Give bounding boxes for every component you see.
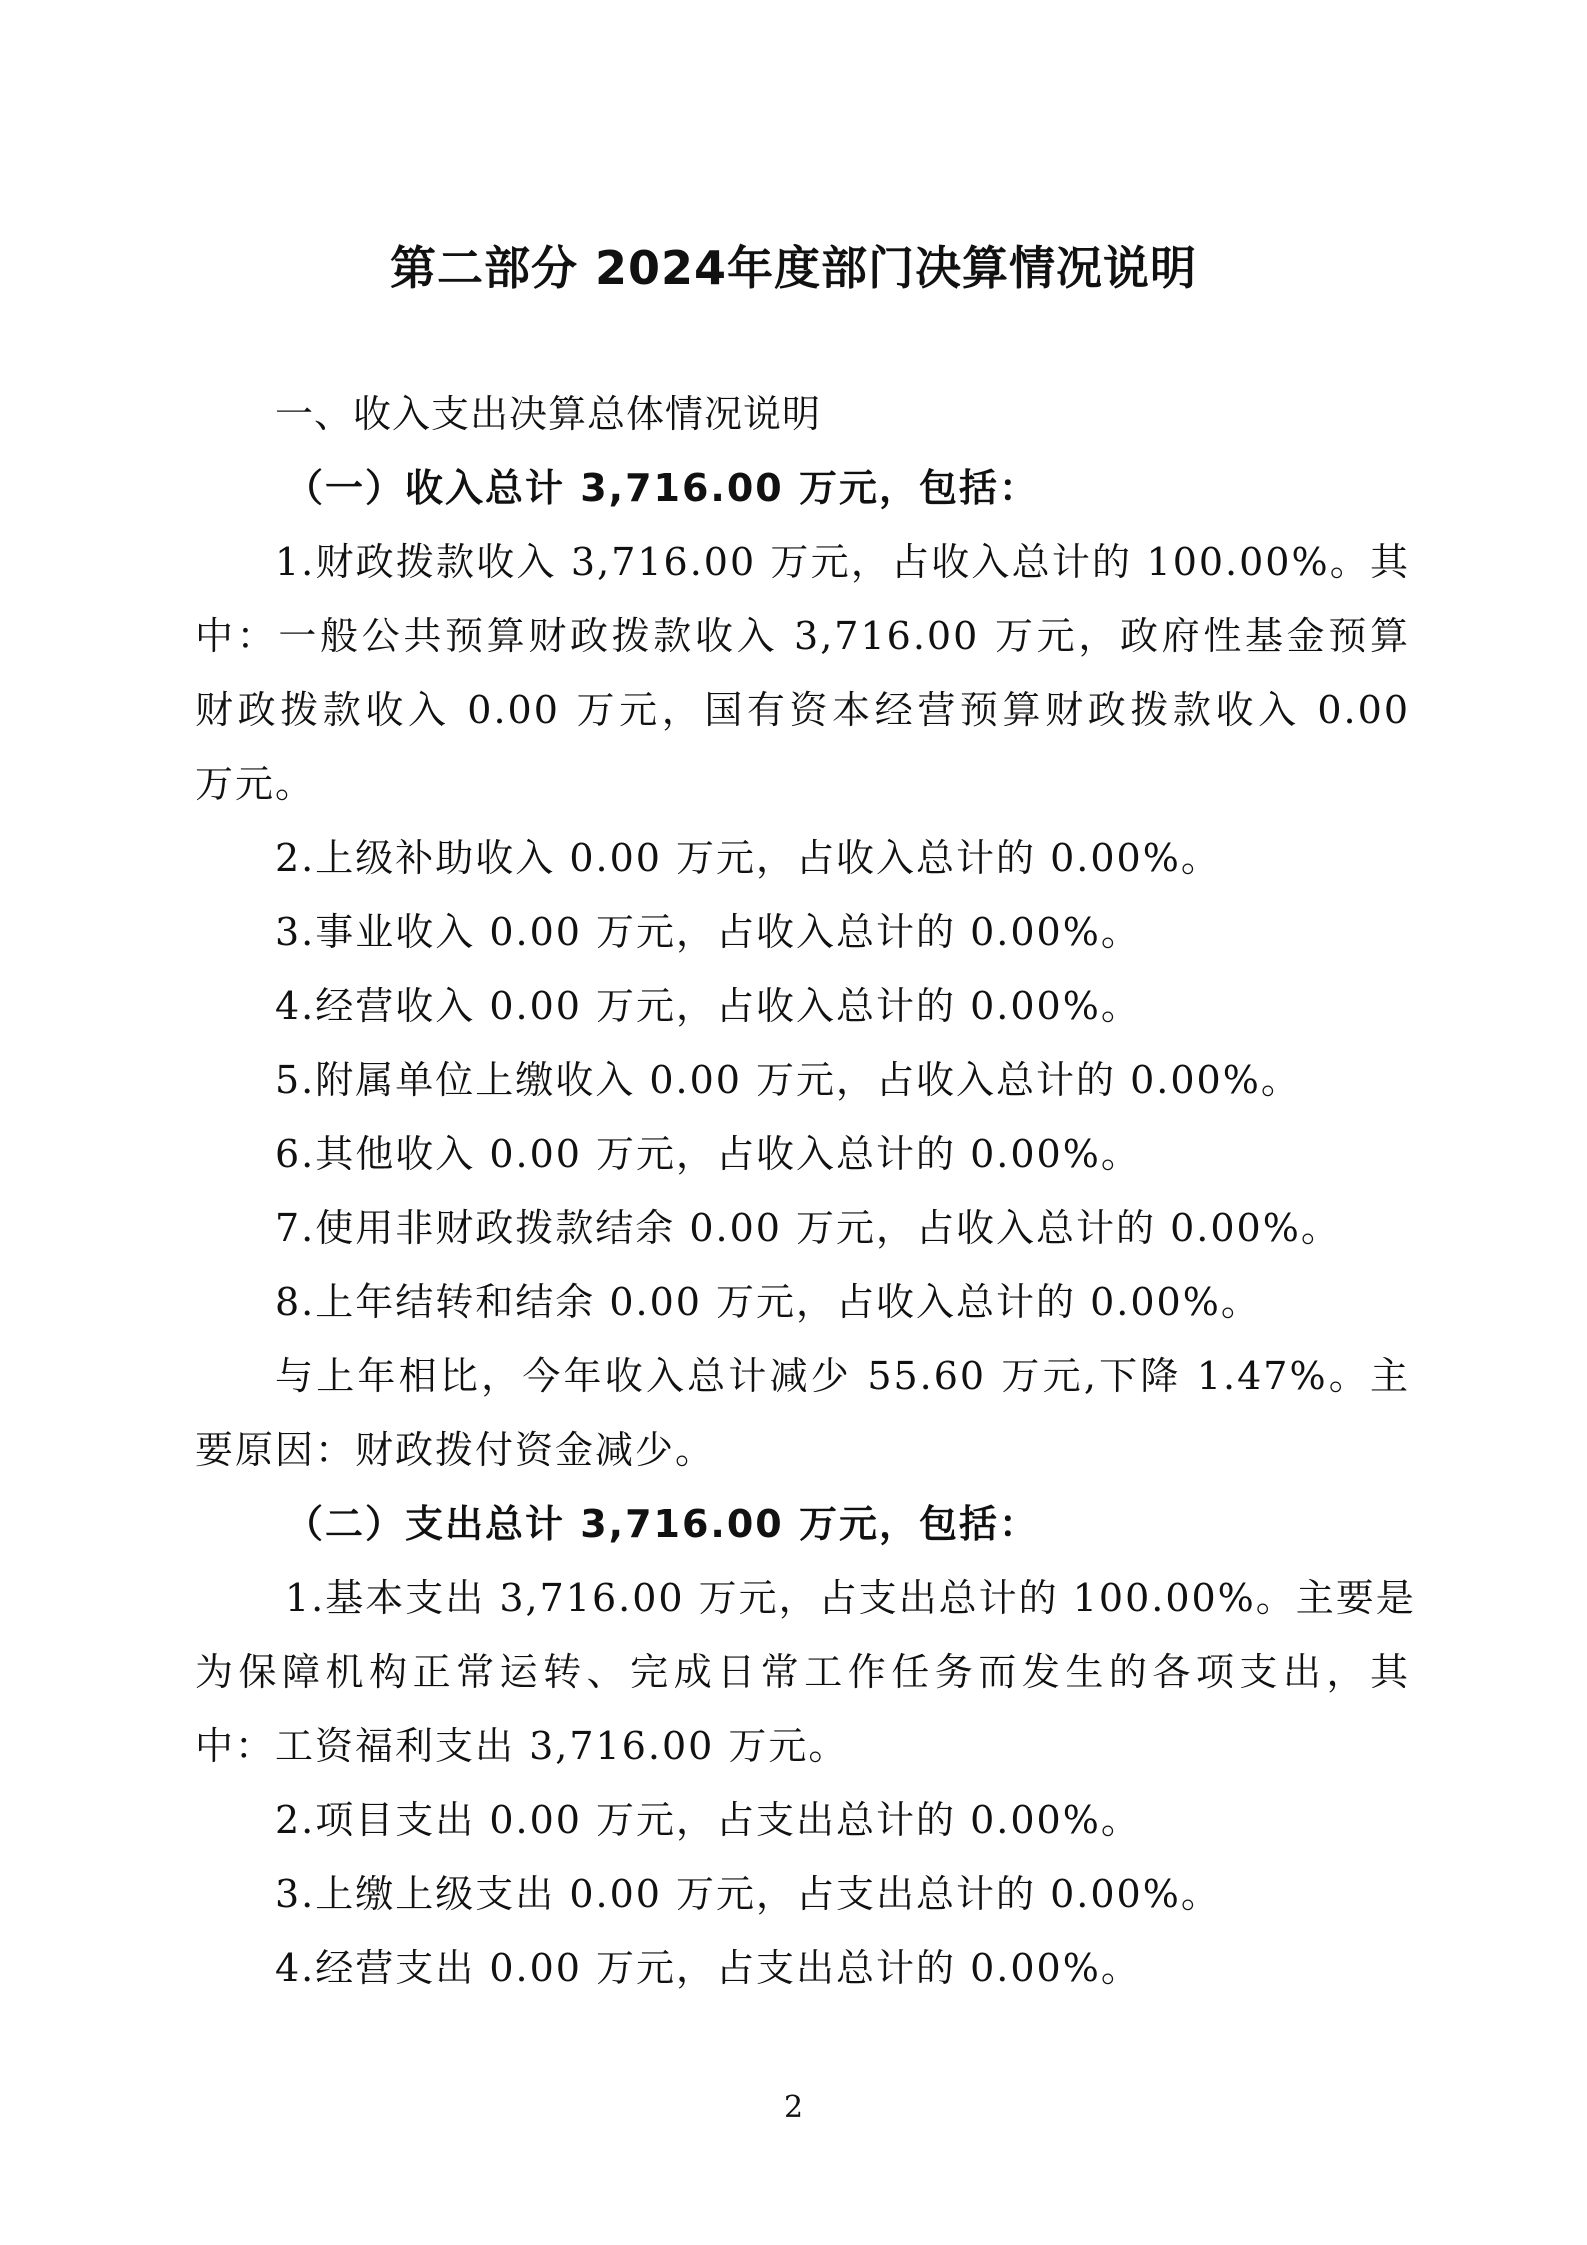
income-total-heading: （一）收入总计 3,716.00 万元，包括： <box>285 466 1039 510</box>
income-item-6: 6.其他收入 0.00 万元，占收入总计的 0.00%。 <box>275 1132 1141 1176</box>
income-item-2: 2.上级补助收入 0.00 万元，占收入总计的 0.00%。 <box>275 836 1221 880</box>
income-comparison-line-2: 要原因：财政拨付资金减少。 <box>195 1428 716 1472</box>
expense-item-3: 3.上缴上级支出 0.00 万元，占支出总计的 0.00%。 <box>275 1872 1221 1916</box>
income-item-3: 3.事业收入 0.00 万元，占收入总计的 0.00%。 <box>275 910 1141 954</box>
expense-item-1-line-2: 为保障机构正常运转、完成日常工作任务而发生的各项支出，其 <box>195 1650 1410 1694</box>
page-number: 2 <box>783 2090 804 2125</box>
income-comparison-line-1: 与上年相比，今年收入总计减少 55.60 万元,下降 1.47%。主 <box>275 1354 1410 1398</box>
income-item-1-line-1: 1.财政拨款收入 3,716.00 万元，占收入总计的 100.00%。其 <box>275 540 1410 584</box>
section-heading-income-expense: 一、收入支出决算总体情况说明 <box>275 392 822 436</box>
income-item-1-line-3: 财政拨款收入 0.00 万元，国有资本经营预算财政拨款收入 0.00 <box>195 688 1410 732</box>
expense-item-2: 2.项目支出 0.00 万元，占支出总计的 0.00%。 <box>275 1798 1141 1842</box>
income-item-4: 4.经营收入 0.00 万元，占收入总计的 0.00%。 <box>275 984 1141 1028</box>
expense-item-1-line-1: 1.基本支出 3,716.00 万元，占支出总计的 100.00%。主要是 <box>285 1576 1416 1620</box>
income-item-7: 7.使用非财政拨款结余 0.00 万元，占收入总计的 0.00%。 <box>275 1206 1341 1250</box>
income-item-5: 5.附属单位上缴收入 0.00 万元，占收入总计的 0.00%。 <box>275 1058 1301 1102</box>
income-item-8: 8.上年结转和结余 0.00 万元，占收入总计的 0.00%。 <box>275 1280 1261 1324</box>
page-title: 第二部分 2024年度部门决算情况说明 <box>389 241 1198 295</box>
income-item-1-line-2: 中：一般公共预算财政拨款收入 3,716.00 万元，政府性基金预算 <box>195 614 1410 658</box>
expense-item-4: 4.经营支出 0.00 万元，占支出总计的 0.00%。 <box>275 1946 1141 1990</box>
income-item-1-line-4: 万元。 <box>195 762 316 806</box>
expense-total-heading: （二）支出总计 3,716.00 万元，包括： <box>285 1502 1039 1546</box>
expense-item-1-line-3: 中：工资福利支出 3,716.00 万元。 <box>195 1724 849 1768</box>
